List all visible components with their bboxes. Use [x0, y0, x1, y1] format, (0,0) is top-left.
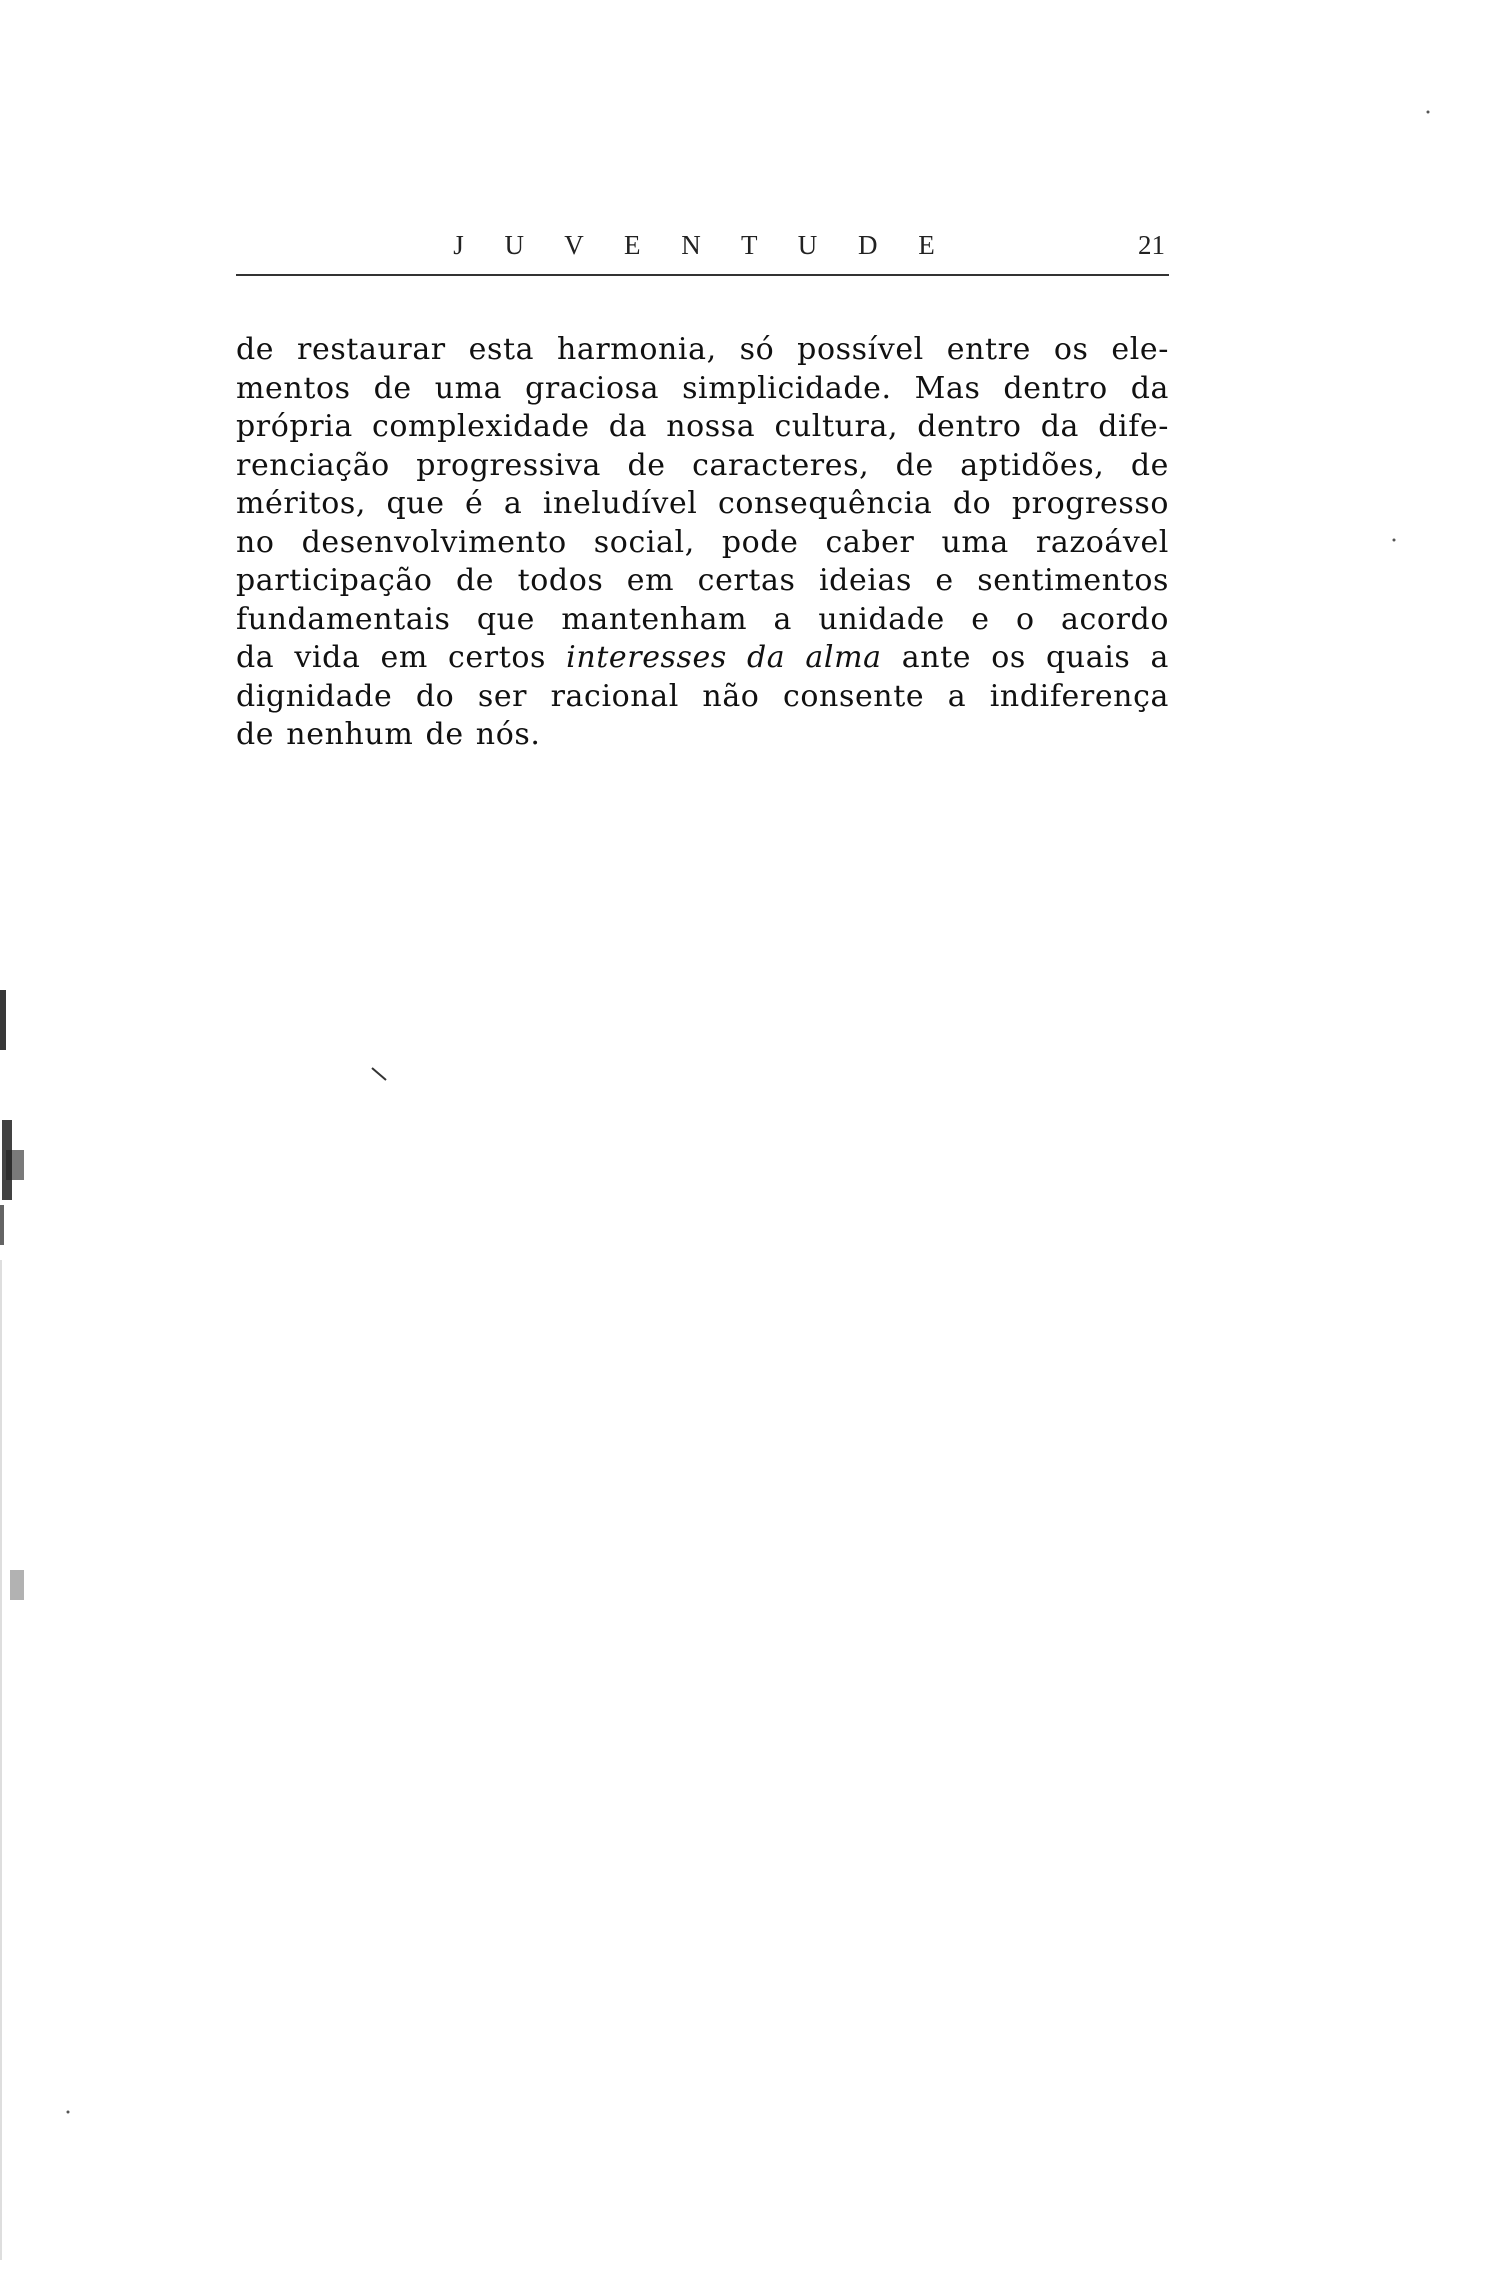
- text-line: fundamentais que mantenham a unidade e o acordo: [236, 601, 1169, 637]
- text-line: de restaurar esta harmonia, só possível entre os ele-: [236, 332, 1169, 367]
- running-head: [236, 226, 1169, 272]
- text-segment: da vida em certos: [236, 640, 567, 675]
- paragraph: [236, 331, 1169, 755]
- text-line: dignidade do ser racional não consente a indiferença: [236, 678, 1169, 714]
- text-line-with-italic: [236, 639, 1169, 678]
- text-line-last: de nenhum de nós.: [236, 717, 541, 752]
- text-segment: ante os quais a: [881, 640, 1169, 675]
- header-rule: [236, 274, 1169, 276]
- text-line: méritos, que é a ineludível consequência do progresso: [236, 486, 1169, 521]
- page-number: 21: [1138, 230, 1165, 260]
- text-line: renciação progressiva de caracteres, de aptidões, de: [236, 447, 1169, 483]
- text-line: no desenvolvimento social, pode caber uma razoável: [236, 524, 1169, 560]
- italic-phrase: interesses da alma: [566, 640, 882, 675]
- text-line: própria complexidade da nossa cultura, dentro da dife-: [236, 409, 1169, 444]
- text-line: mentos de uma graciosa simplicidade. Mas dentro da: [236, 370, 1169, 406]
- text-line: participação de todos em certas ideias e sentimentos: [236, 563, 1169, 598]
- running-title: J U V E N T U D E: [453, 230, 952, 260]
